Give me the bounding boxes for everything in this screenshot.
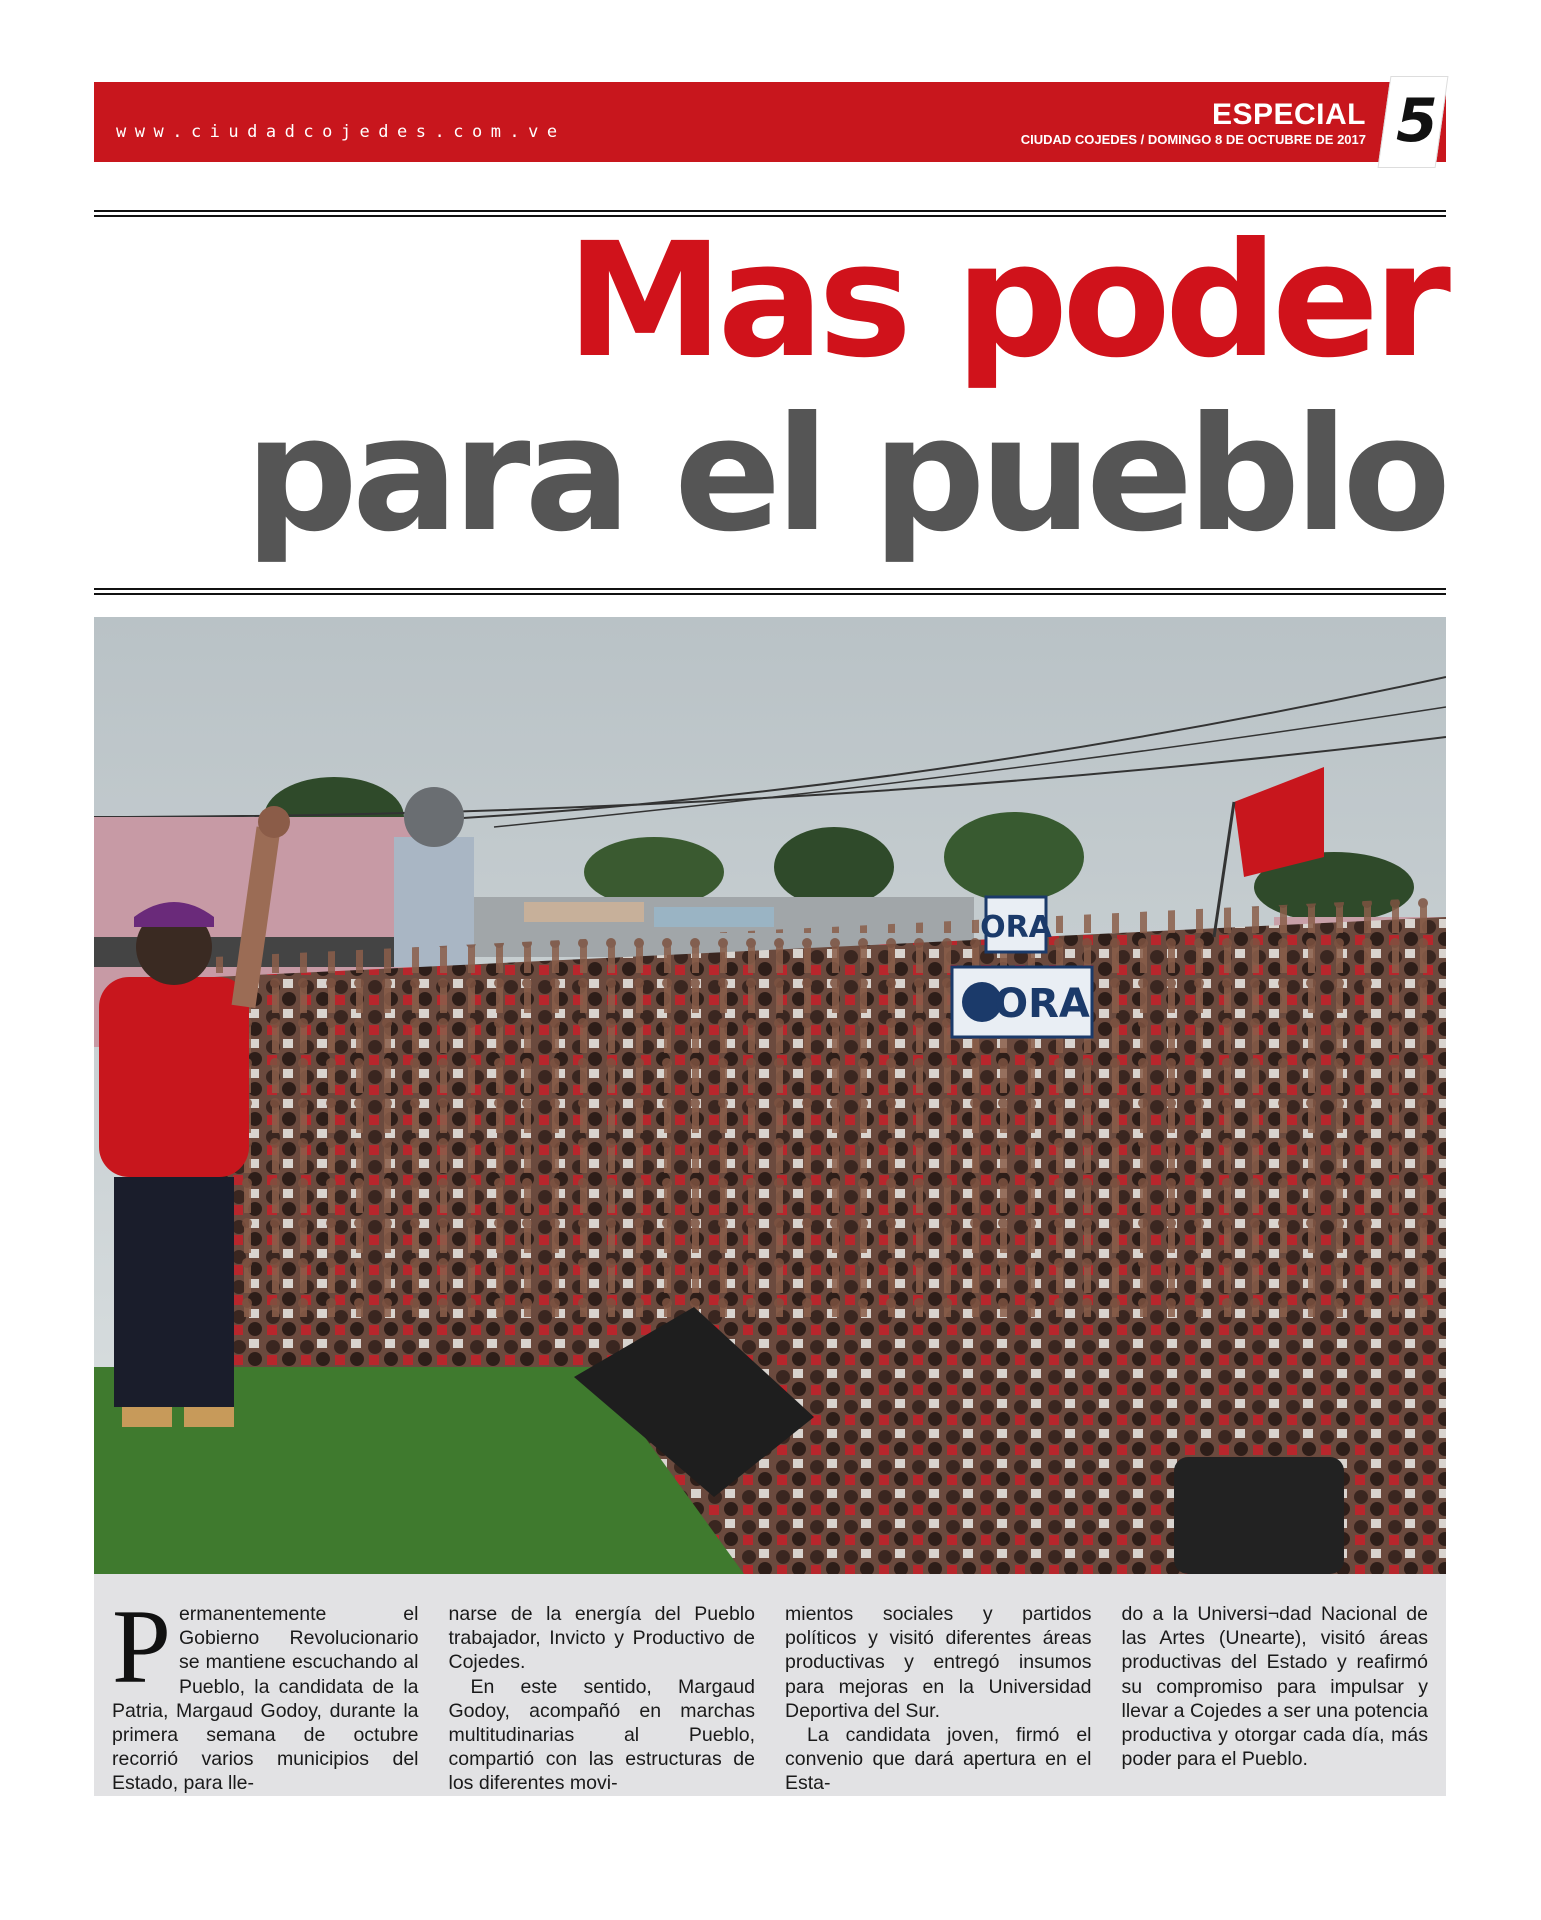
- ora-sign-1: [980, 897, 1053, 952]
- article-paragraph: mientos sociales y partidos políticos y visitó diferentes áreas productivas y entregó insumos para mejoras en la Universidad Deportiva del Sur.: [785, 1603, 1092, 1722]
- rally-photo: [94, 617, 1446, 1574]
- headline-line-1: Mas poder: [566, 209, 1445, 393]
- article-paragraph: En este sentido, Margaud Godoy, acompañó en marchas multitudinarias al Pueblo, compartió con las estructuras de los diferentes movi-: [448, 1675, 755, 1795]
- article-paragraph: narse de la energía del Pueblo trabajador, Invicto y Productivo de Cojedes.: [448, 1603, 755, 1674]
- article-column-4: [1122, 1602, 1429, 1796]
- issue-date: CIUDAD COJEDES / DOMINGO 8 DE OCTUBRE DE 2017: [1020, 132, 1366, 147]
- section-label: ESPECIAL: [1211, 98, 1366, 131]
- page-number: 5: [1396, 86, 1438, 156]
- article-column-2: [449, 1602, 756, 1796]
- ora-sign-2-text: ORA: [994, 981, 1090, 1027]
- article-paragraph: ermanentemente el Gobierno Revolucionario se mantiene escuchando al Pueblo, la candidata de la Patria, Margaud Godoy, durante la primera semana de octubre recorrió varios municipios del Estado, para lle-: [112, 1603, 419, 1795]
- bottom-rule: [94, 588, 1446, 595]
- article-paragraph: La candidata joven, firmó el convenio que dará apertura en el Esta-: [785, 1724, 1092, 1795]
- drop-cap: P: [112, 1588, 171, 1705]
- ora-sign-2: [952, 967, 1092, 1037]
- article-column-3: [785, 1602, 1092, 1796]
- headline-line-2: para el pueblo: [244, 383, 1445, 567]
- article-paragraph: do a la Universi¬dad Nacional de las Artes (Unearte), visitó áreas productivas del Estado y reafirmó su compromiso para impulsar y llevar a Cojedes a ser una potencia productiva y otorgar cada día, más poder para el Pueblo.: [1121, 1603, 1428, 1771]
- ora-sign-1-text: ORA: [980, 910, 1052, 945]
- header-band: [94, 82, 1446, 162]
- article-box: [94, 1574, 1446, 1796]
- article-column-1: [112, 1588, 419, 1796]
- site-url[interactable]: www.ciudadcojedes.com.ve: [116, 122, 566, 142]
